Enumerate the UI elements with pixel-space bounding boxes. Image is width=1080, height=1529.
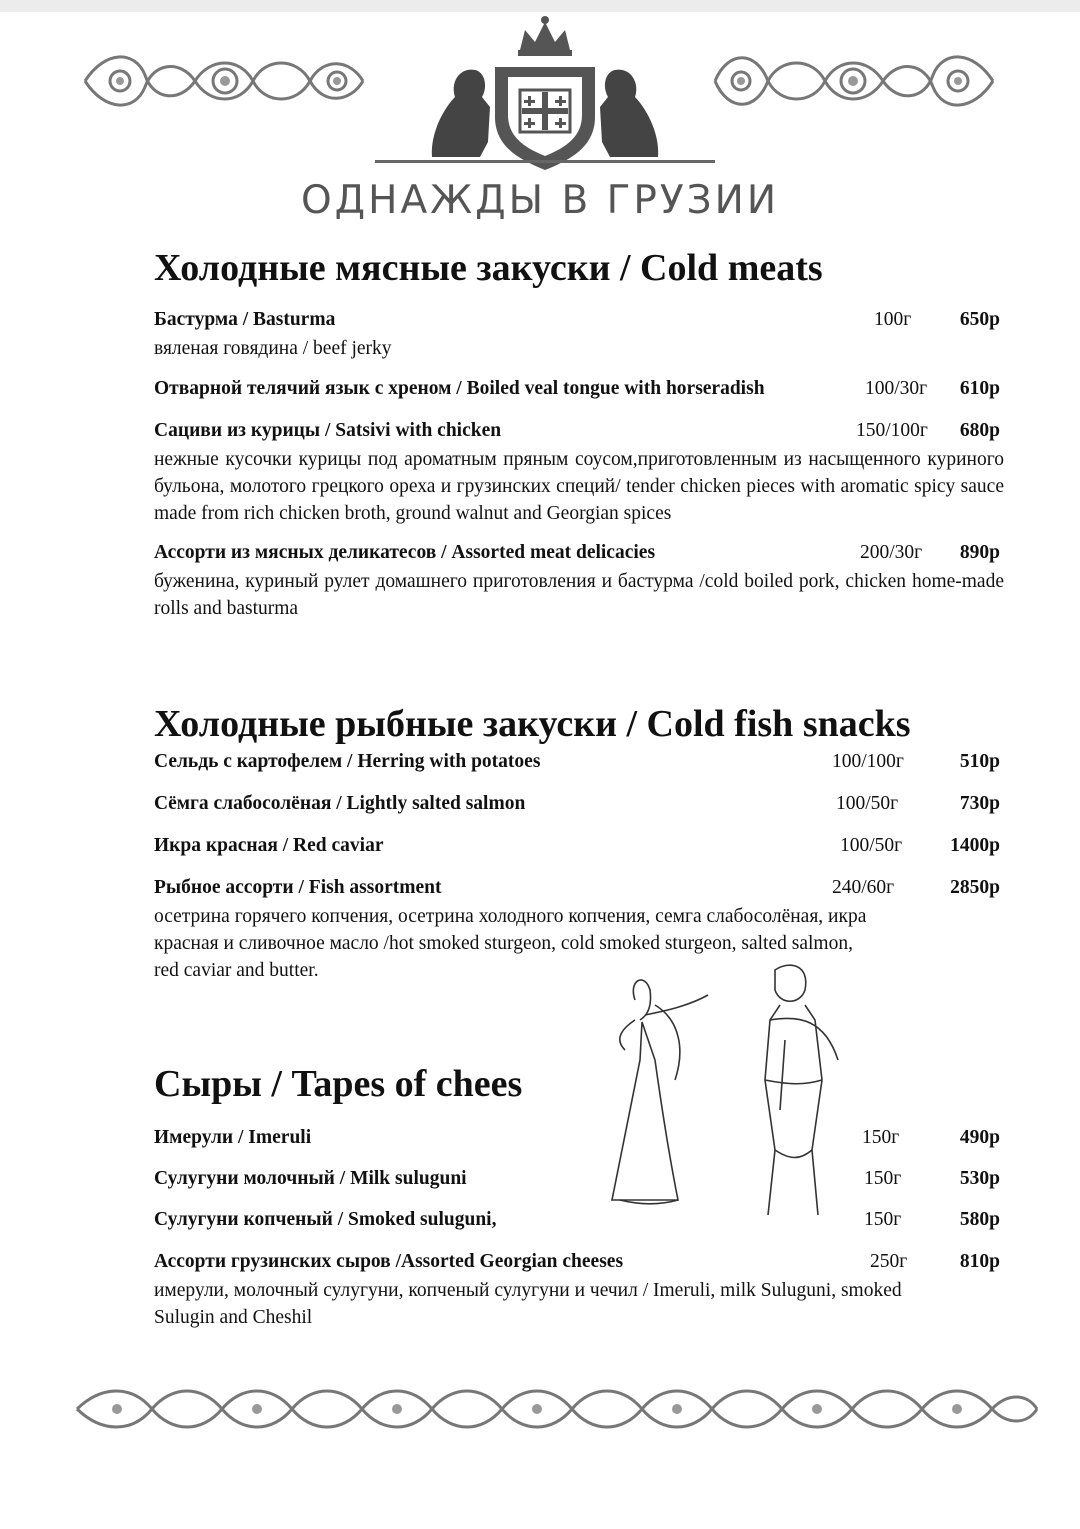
item-price: 890р (959, 542, 1000, 563)
item-weight: 240/60г (832, 877, 895, 898)
item-price: 650р (959, 309, 1000, 330)
item-description: нежные кусочки курицы под ароматным пряным соусом,приготовленным из насыщенного куриного бульона, молотого грецкого ореха и грузинских специй/ tender chicken pieces with aromatic spicy sauce made from rich chicken broth, ground walnut and Georgian spices (154, 449, 1004, 524)
item-weight: 150/100г (856, 420, 928, 441)
dancers-illustration-icon (600, 960, 860, 1240)
menu-item (154, 834, 1004, 858)
item-price: 530р (959, 1168, 1000, 1189)
item-weight: 200/30г (860, 542, 923, 563)
section-title-cold-fish: Холодные рыбные закуски / Cold fish snacks (154, 703, 911, 745)
item-name: Сулугуни копченый / Smoked suluguni, (154, 1209, 497, 1230)
menu-item (154, 377, 1004, 401)
item-name: Сациви из курицы / Satsivi with chicken (154, 420, 502, 441)
menu-item (154, 541, 1004, 622)
menu-item (154, 308, 1004, 362)
item-weight: 100/30г (865, 378, 928, 399)
item-weight: 250г (870, 1251, 908, 1272)
item-name: Рыбное ассорти / Fish assortment (154, 877, 442, 898)
menu-item (154, 1167, 1004, 1191)
item-description: имерули, молочный сулугуни, копченый сулугуни и чечил / Imeruli, milk Suluguni, smoked Sulugin and Cheshil (154, 1280, 902, 1328)
item-weight: 100/50г (840, 835, 903, 856)
right-ornament-icon (708, 45, 1003, 117)
item-name: Ассорти из мясных деликатесов / Assorted meat delicacies (154, 542, 656, 563)
menu-item (154, 750, 1004, 774)
item-price: 2850р (950, 877, 1000, 898)
menu-item (154, 1126, 1004, 1150)
item-price: 610р (959, 378, 1000, 399)
item-weight: 150г (864, 1209, 902, 1230)
item-name: Икра красная / Red caviar (154, 835, 384, 856)
item-name: Сёмга слабосолёная / Lightly salted salmon (154, 793, 526, 814)
item-price: 680р (959, 420, 1000, 441)
item-weight: 100/100г (832, 751, 904, 772)
item-price: 490р (959, 1127, 1000, 1148)
item-description: буженина, куриный рулет домашнего приготовления и бастурма /cold boiled pork, chicken home-made rolls and basturma (154, 571, 1004, 619)
menu-item (154, 876, 1004, 984)
item-price: 730р (959, 793, 1000, 814)
item-name: Имерули / Imeruli (154, 1127, 312, 1148)
brand-name: ОДНАЖДЫ В ГРУЗИИ (300, 178, 780, 223)
item-name: Бастурма / Basturma (154, 309, 336, 330)
section-title-cold-meats: Холодные мясные закуски / Cold meats (154, 247, 823, 289)
section-title-cheeses: Сыры / Tapes of chees (154, 1063, 523, 1105)
left-ornament-icon (75, 45, 370, 117)
item-weight: 150г (864, 1168, 902, 1189)
item-weight: 100/50г (836, 793, 899, 814)
item-name: Сулугуни молочный / Milk suluguni (154, 1168, 467, 1189)
crest-logo-icon (370, 12, 720, 172)
item-price: 1400р (950, 835, 1000, 856)
menu-item (154, 419, 1004, 527)
item-price: 810р (959, 1251, 1000, 1272)
item-price: 580р (959, 1209, 1000, 1230)
item-price: 510р (959, 751, 1000, 772)
item-description: осетрина горячего копчения, осетрина холодного копчения, семга слабосолёная, икра красная и сливочное масло /hot smoked sturgeon, cold smoked sturgeon, salted salmon, red caviar and butter. (154, 906, 867, 981)
menu-item (154, 792, 1004, 816)
menu-item (154, 1250, 1004, 1331)
footer-ornament-icon (72, 1385, 1042, 1433)
item-name: Отварной телячий язык с хреном / Boiled veal tongue with horseradish (154, 378, 765, 399)
item-name: Сельдь с картофелем / Herring with potatoes (154, 751, 541, 772)
menu-item (154, 1208, 1004, 1232)
item-name: Ассорти грузинских сыров /Assorted Georgian cheeses (154, 1251, 624, 1272)
top-bar (0, 0, 1080, 12)
item-weight: 100г (874, 309, 912, 330)
item-description: вяленая говядина / beef jerky (154, 338, 392, 359)
item-weight: 150г (862, 1127, 900, 1148)
